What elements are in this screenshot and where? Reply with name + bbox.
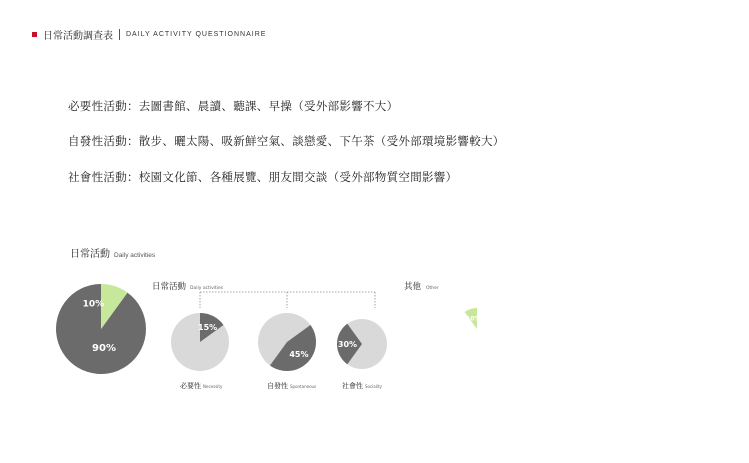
pie-label-other: 10% bbox=[466, 315, 481, 323]
group-label-daily: 日常活動 bbox=[152, 282, 187, 292]
pie-caption-en-sociality: Sociality bbox=[365, 384, 382, 389]
header-subtitle: DAILY ACTIVITY QUESTIONNAIRE bbox=[126, 30, 267, 38]
pie-caption-necessity: 必要性 bbox=[180, 382, 201, 390]
group-label-other-en: Other bbox=[426, 286, 439, 291]
pie-caption-en-necessity: Necessity bbox=[203, 384, 223, 389]
activity-line-necessity: 必要性活動：去圖書館、晨讀、聽課、早操（受外部影響不大） bbox=[68, 99, 399, 113]
pie-label-sociality: 30% bbox=[337, 340, 358, 349]
section-title-zh: 日常活動 bbox=[70, 249, 110, 260]
pie-caption-en-spontaneous: Spontaneous bbox=[290, 384, 317, 389]
activity-line-social: 社會性活動：校園文化節、各種展覽、朋友間交談（受外部物質空間影響） bbox=[68, 170, 458, 184]
header-title: 日常活動調查表 bbox=[43, 30, 113, 42]
pie-label-necessity: 15% bbox=[198, 323, 218, 333]
section-title-en: Daily activities bbox=[114, 252, 156, 259]
pie-caption-sociality: 社會性 bbox=[342, 382, 363, 390]
pie-label-daily: 90% bbox=[92, 343, 116, 354]
activity-line-spontaneous: 自發性活動：散步、曬太陽、吸新鮮空氣、談戀愛、下午茶（受外部環境影響較大） bbox=[68, 134, 505, 148]
pie-label-spontaneous: 45% bbox=[289, 349, 309, 359]
group-label-other: 其他 bbox=[404, 282, 422, 292]
pie-label-other: 10% bbox=[82, 299, 105, 310]
pie-caption-spontaneous: 自發性 bbox=[267, 382, 288, 390]
group-label-daily-en: Daily activities bbox=[190, 286, 224, 291]
